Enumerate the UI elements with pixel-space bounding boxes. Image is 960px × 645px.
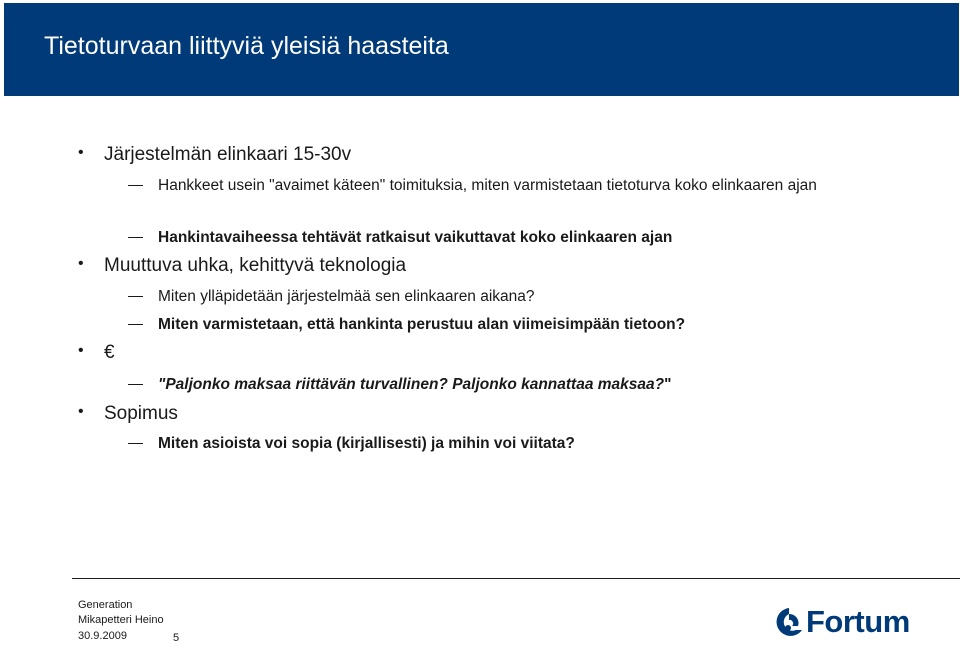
- footer-date: 30.9.2009: [78, 630, 127, 642]
- bullet-icon: •: [78, 144, 84, 161]
- dash-icon: [128, 296, 143, 297]
- slide-title: Tietoturvaan liittyviä yleisiä haasteita: [44, 32, 449, 60]
- dash-icon: [128, 324, 143, 325]
- sub-item-text: Hankintavaiheessa tehtävät ratkaisut vaikuttavat koko elinkaaren ajan: [158, 229, 673, 246]
- bullet-icon: •: [78, 342, 84, 359]
- fortum-logo-text: Fortum: [806, 604, 910, 639]
- bullet-text: Muuttuva uhka, kehittyvä teknologia: [104, 255, 407, 276]
- bullet-icon: •: [78, 403, 84, 420]
- sub-item-text: Hankkeet usein "avaimet käteen" toimituksia, miten varmistetaan tietoturva koko elinkaaren ajan: [158, 177, 817, 194]
- sub-item-quote: "Paljonko maksaa riittävän turvallinen? Paljonko kannattaa maksaa?: [158, 376, 665, 393]
- dash-icon: [128, 384, 143, 385]
- sub-item-text: Miten varmistetaan, että hankinta perustuu alan viimeisimpään tietoon?: [158, 316, 686, 333]
- dash-icon: [128, 237, 143, 238]
- footer-unit: Generation: [78, 599, 133, 611]
- euro-icon: €: [104, 342, 115, 363]
- page-number: 5: [173, 632, 180, 644]
- bullet-text: Sopimus: [104, 403, 178, 424]
- footer-author: Mikapetteri Heino: [78, 614, 164, 626]
- dash-icon: [128, 443, 143, 444]
- sub-item-text: Miten asioista voi sopia (kirjallisesti) ja mihin voi viitata?: [158, 435, 575, 452]
- fortum-logo-icon: [774, 606, 804, 642]
- footer-divider: [72, 578, 960, 579]
- sub-item-quote-end: ": [664, 376, 672, 393]
- dash-icon: [128, 185, 143, 186]
- bullet-icon: •: [78, 255, 84, 272]
- sub-item-text: [158, 374, 868, 395]
- sub-item-text: Miten ylläpidetään järjestelmää sen elinkaaren aikana?: [158, 288, 535, 305]
- fortum-logo: [774, 604, 934, 644]
- bullet-text: Järjestelmän elinkaari 15-30v: [104, 144, 352, 165]
